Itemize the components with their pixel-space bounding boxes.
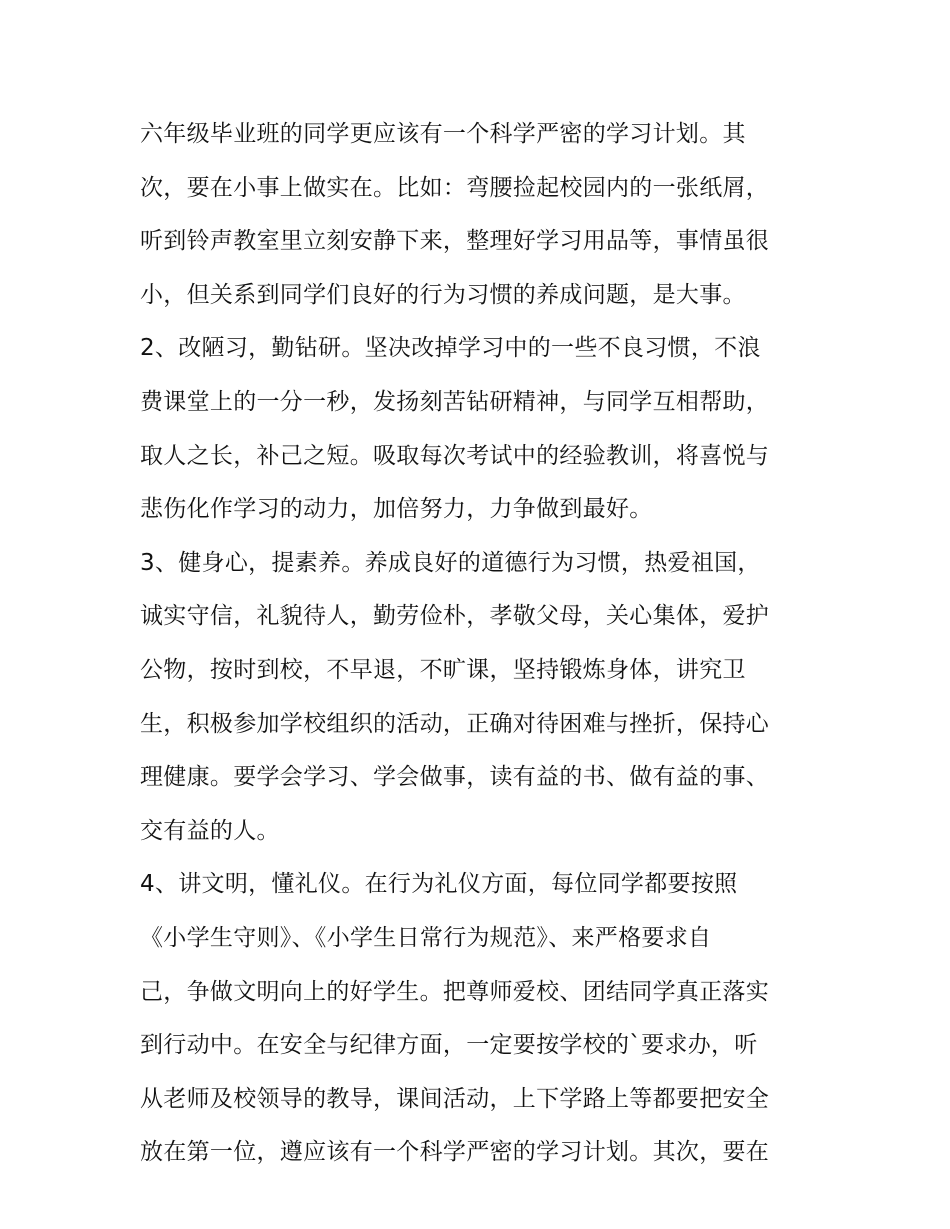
text-line: 到行动中。在安全与纪律方面，一定要按学校的`要求办，听 (140, 1032, 758, 1059)
text-line: 2、改陋习，勤钻研。坚决改掉学习中的一些不良习惯，不浪 (140, 335, 761, 362)
text-line: 小，但关系到同学们良好的行为习惯的养成问题，是大事。 (140, 281, 746, 308)
text-line: 3、健身心，提素养。养成良好的道德行为习惯，热爱祖国， (140, 549, 761, 576)
text-line: 放在第一位，遵应该有一个科学严密的学习计划。其次，要在 (140, 1139, 770, 1166)
text-line: 理健康。要学会学习、学会做事，读有益的书、做有益的事、 (140, 764, 770, 791)
text-line: 悲伤化作学习的动力，加倍努力，力争做到最好。 (140, 496, 653, 523)
text-line: 交有益的人。 (140, 817, 280, 844)
text-line: 己，争做文明向上的好学生。把尊师爱校、团结同学真正落实 (140, 978, 770, 1005)
text-line: 4、讲文明，懂礼仪。在行为礼仪方面，每位同学都要按照 (140, 871, 738, 898)
body-text (140, 108, 830, 1180)
text-line: 诚实守信，礼貌待人，勤劳俭朴，孝敬父母，关心集体，爱护 (140, 603, 770, 630)
text-line: 次，要在小事上做实在。比如：弯腰捡起校园内的一张纸屑， (140, 174, 770, 201)
text-line: 取人之长，补己之短。吸取每次考试中的经验教训，将喜悦与 (140, 442, 770, 469)
text-line: 生，积极参加学校组织的活动，正确对待困难与挫折，保持心 (140, 710, 770, 737)
text-line: 《小学生守则》、《小学生日常行为规范》、来严格要求自 (140, 924, 712, 951)
text-line: 从老师及校领导的教导，课间活动，上下学路上等都要把安全 (140, 1085, 770, 1112)
text-line: 费课堂上的一分一秒，发扬刻苦钻研精神，与同学互相帮助， (140, 388, 770, 415)
text-line: 听到铃声教室里立刻安静下来，整理好学习用品等，事情虽很 (140, 228, 770, 255)
text-line: 六年级毕业班的同学更应该有一个科学严密的学习计划。其 (140, 121, 746, 147)
text-line: 公物，按时到校，不早退，不旷课，坚持锻炼身体，讲究卫 (140, 656, 746, 683)
